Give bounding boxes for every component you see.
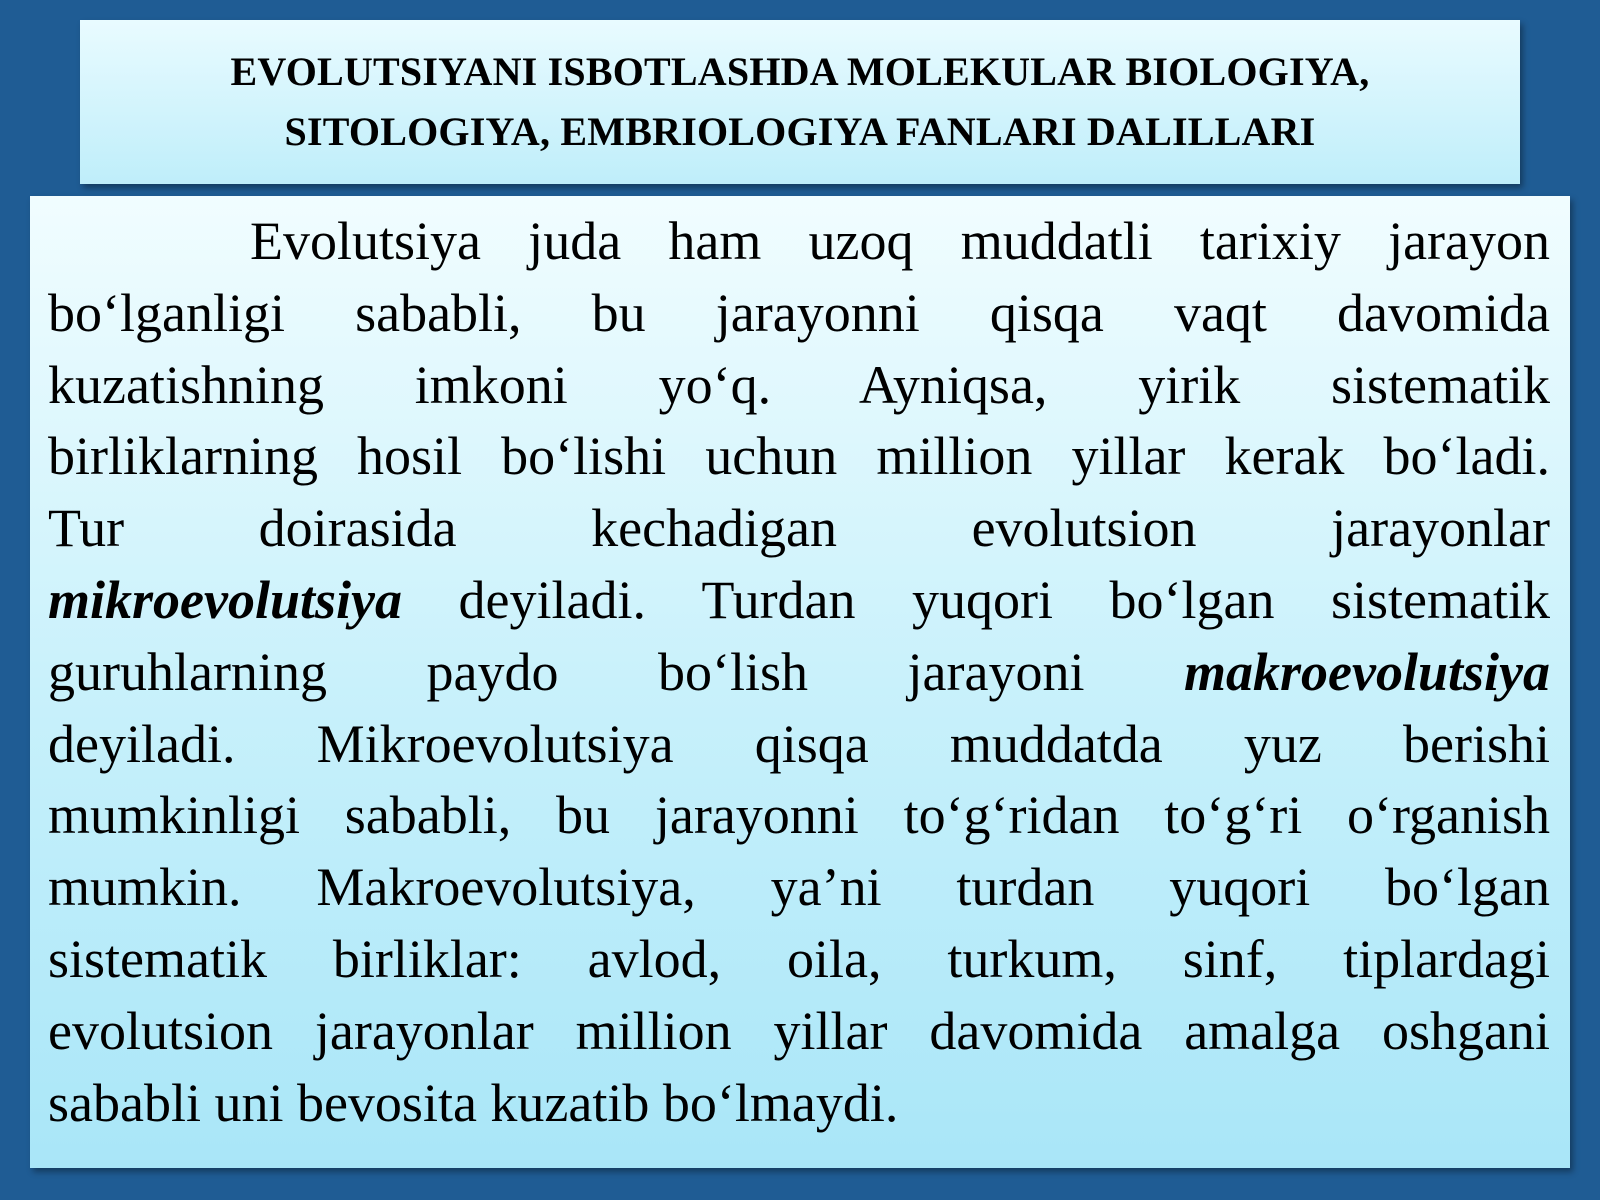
body-paragraph: [48, 206, 1550, 1139]
body-line-10: mumkin. Makroevolutsiya, ya’ni turdan yuqori bo‘lgan: [48, 857, 1550, 918]
body-line-13: sababli uni bevosita kuzatib bo‘lmaydi.: [48, 1072, 899, 1133]
body-line-8: deyiladi. Mikroevolutsiya qisqa muddatda yuz berishi: [48, 713, 1550, 774]
term-mikroevolutsiya: mikroevolutsiya: [48, 569, 402, 630]
body-line-6-rest: deyiladi. Turdan yuqori bo‘lgan sistematik: [401, 569, 1550, 630]
body-line-4: birliklarning hosil bo‘lishi uchun million yillar kerak bo‘ladi.: [48, 426, 1550, 487]
body-line-12: evolutsion jarayonlar million yillar davomida amalga oshgani: [48, 1000, 1550, 1061]
body-line-11: sistematik birliklar: avlod, oila, turkum, sinf, tiplardagi: [48, 928, 1550, 989]
term-makroevolutsiya: makroevolutsiya: [1184, 641, 1550, 702]
body-line-6: [48, 565, 1550, 637]
slide-title-line-1: EVOLUTSIYANI ISBOTLASHDA MOLEKULAR BIOLOGIYA,: [230, 49, 1370, 94]
slide-title-line-2: SITOLOGIYA, EMBRIOLOGIYA FANLARI DALILLARI: [284, 109, 1316, 154]
slide-body-box: [30, 196, 1570, 1168]
body-line-7-pre: guruhlarning paydo bo‘lish jarayoni: [48, 641, 1185, 702]
body-line-9: mumkinligi sababli, bu jarayonni to‘g‘ridan to‘g‘ri o‘rganish: [48, 785, 1550, 846]
body-line-2: bo‘lganligi sababli, bu jarayonni qisqa vaqt davomida: [48, 282, 1550, 343]
body-line-7: [48, 637, 1550, 709]
body-line-3: kuzatishning imkoni yo‘q. Ayniqsa, yirik sistematik: [48, 354, 1550, 415]
slide-title: [231, 42, 1370, 162]
body-line-5: Tur doirasida kechadigan evolutsion jarayonlar: [48, 498, 1550, 559]
body-line-1: Evolutsiya juda ham uzoq muddatli tarixiy jarayon: [250, 211, 1550, 271]
slide-title-box: [80, 20, 1520, 184]
